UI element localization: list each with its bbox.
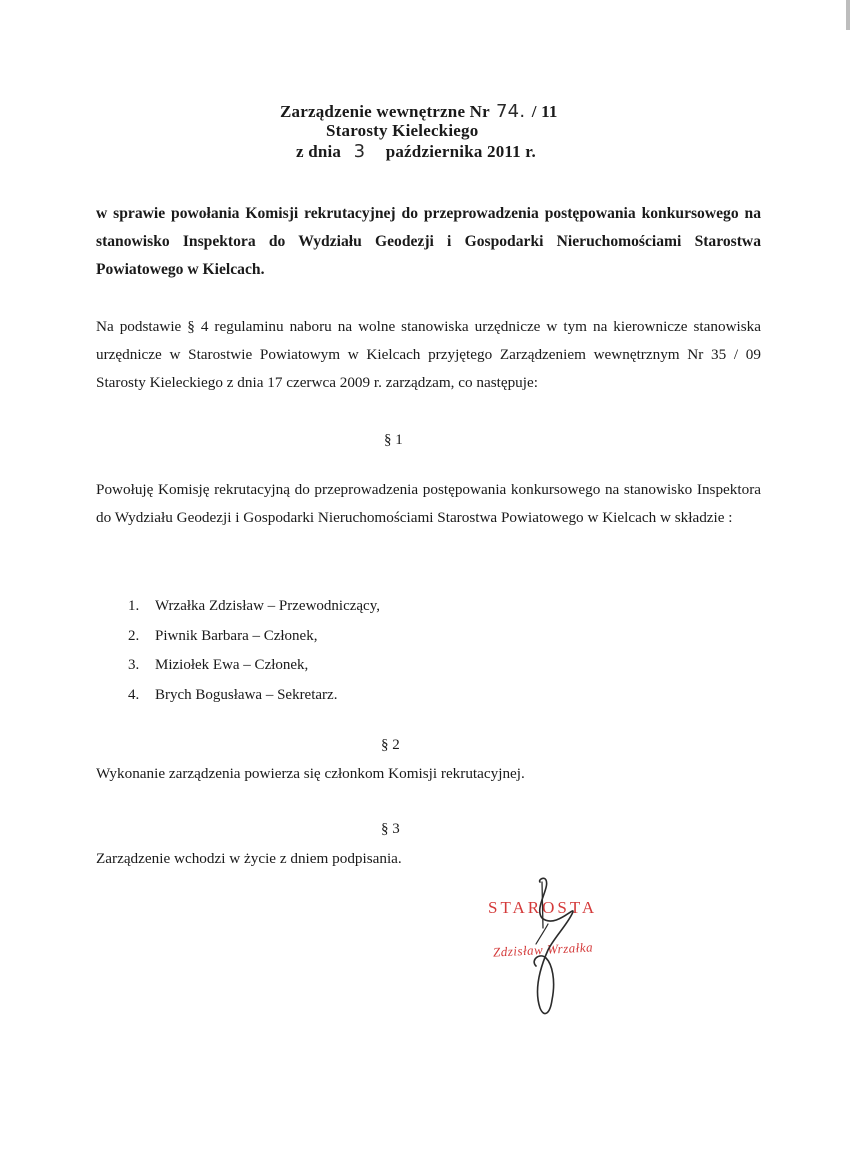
list-item: 1. Wrzałka Zdzisław – Przewodniczący,	[128, 598, 380, 614]
issuer-line: Starosty Kieleckiego	[326, 121, 479, 140]
committee-member-list	[128, 592, 380, 710]
section-3-heading: § 3	[381, 821, 400, 837]
section-3-text: Zarządzenie wchodzi w życie z dniem podpisania.	[96, 850, 402, 867]
subject-paragraph: w sprawie powołania Komisji rekrutacyjnej do przeprowadzenia postępowania konkursowego na stanowisko Inspektora do Wydziału Geodezji i Gospodarki Nieruchomościami Starostwa Powiatowego w Kielcach.	[96, 205, 761, 278]
official-stamp-name: Zdzisław Wrzałka	[492, 939, 594, 960]
signature-stroke-main	[534, 878, 573, 1013]
section-2-heading: § 2	[381, 737, 400, 753]
section-1-heading: § 1	[384, 432, 403, 448]
handwritten-signature	[470, 868, 620, 1028]
order-title-prefix: Zarządzenie wewnętrzne Nr	[280, 102, 490, 121]
date-suffix: października 2011 r.	[385, 142, 536, 161]
signature-stroke-vertical	[542, 882, 543, 928]
date-prefix: z dnia	[296, 142, 342, 161]
section-2-text: Wykonanie zarządzenia powierza się członkom Komisji rekrutacyjnej.	[96, 765, 525, 782]
list-item: 3. Miziołek Ewa – Członek,	[128, 657, 309, 673]
list-item: 2. Piwnik Barbara – Członek,	[128, 627, 318, 644]
order-title-suffix: / 11	[531, 102, 558, 121]
official-stamp-title: STAROSTA	[488, 898, 598, 917]
handwritten-order-number: 74.	[496, 101, 526, 122]
scan-edge-mark	[846, 0, 850, 30]
section-1-paragraph: Powołuję Komisję rekrutacyjną do przeprowadzenia postępowania konkursowego na stanowisko Inspektora do Wydziału Geodezji i Gospodarki Nieruchomościami Starostwa Powiatowego w Kielcach w składzie :	[96, 481, 761, 526]
date-line	[296, 141, 536, 162]
handwritten-date-day: 3	[353, 141, 366, 162]
signature-stroke-tail	[536, 924, 548, 944]
list-item: 4. Brych Bogusława – Sekretarz.	[128, 686, 338, 703]
preamble-paragraph: Na podstawie § 4 regulaminu naboru na wolne stanowiska urzędnicze w tym na kierownicze stanowiska urzędnicze w Starostwie Powiatowym w Kielcach przyjętego Zarządzeniem wewnętrznym Nr 35 / 09 Starosty Kieleckiego z dnia 17 czerwca 2009 r. zarządzam, co następuje:	[96, 318, 761, 391]
order-title-line	[280, 101, 558, 122]
